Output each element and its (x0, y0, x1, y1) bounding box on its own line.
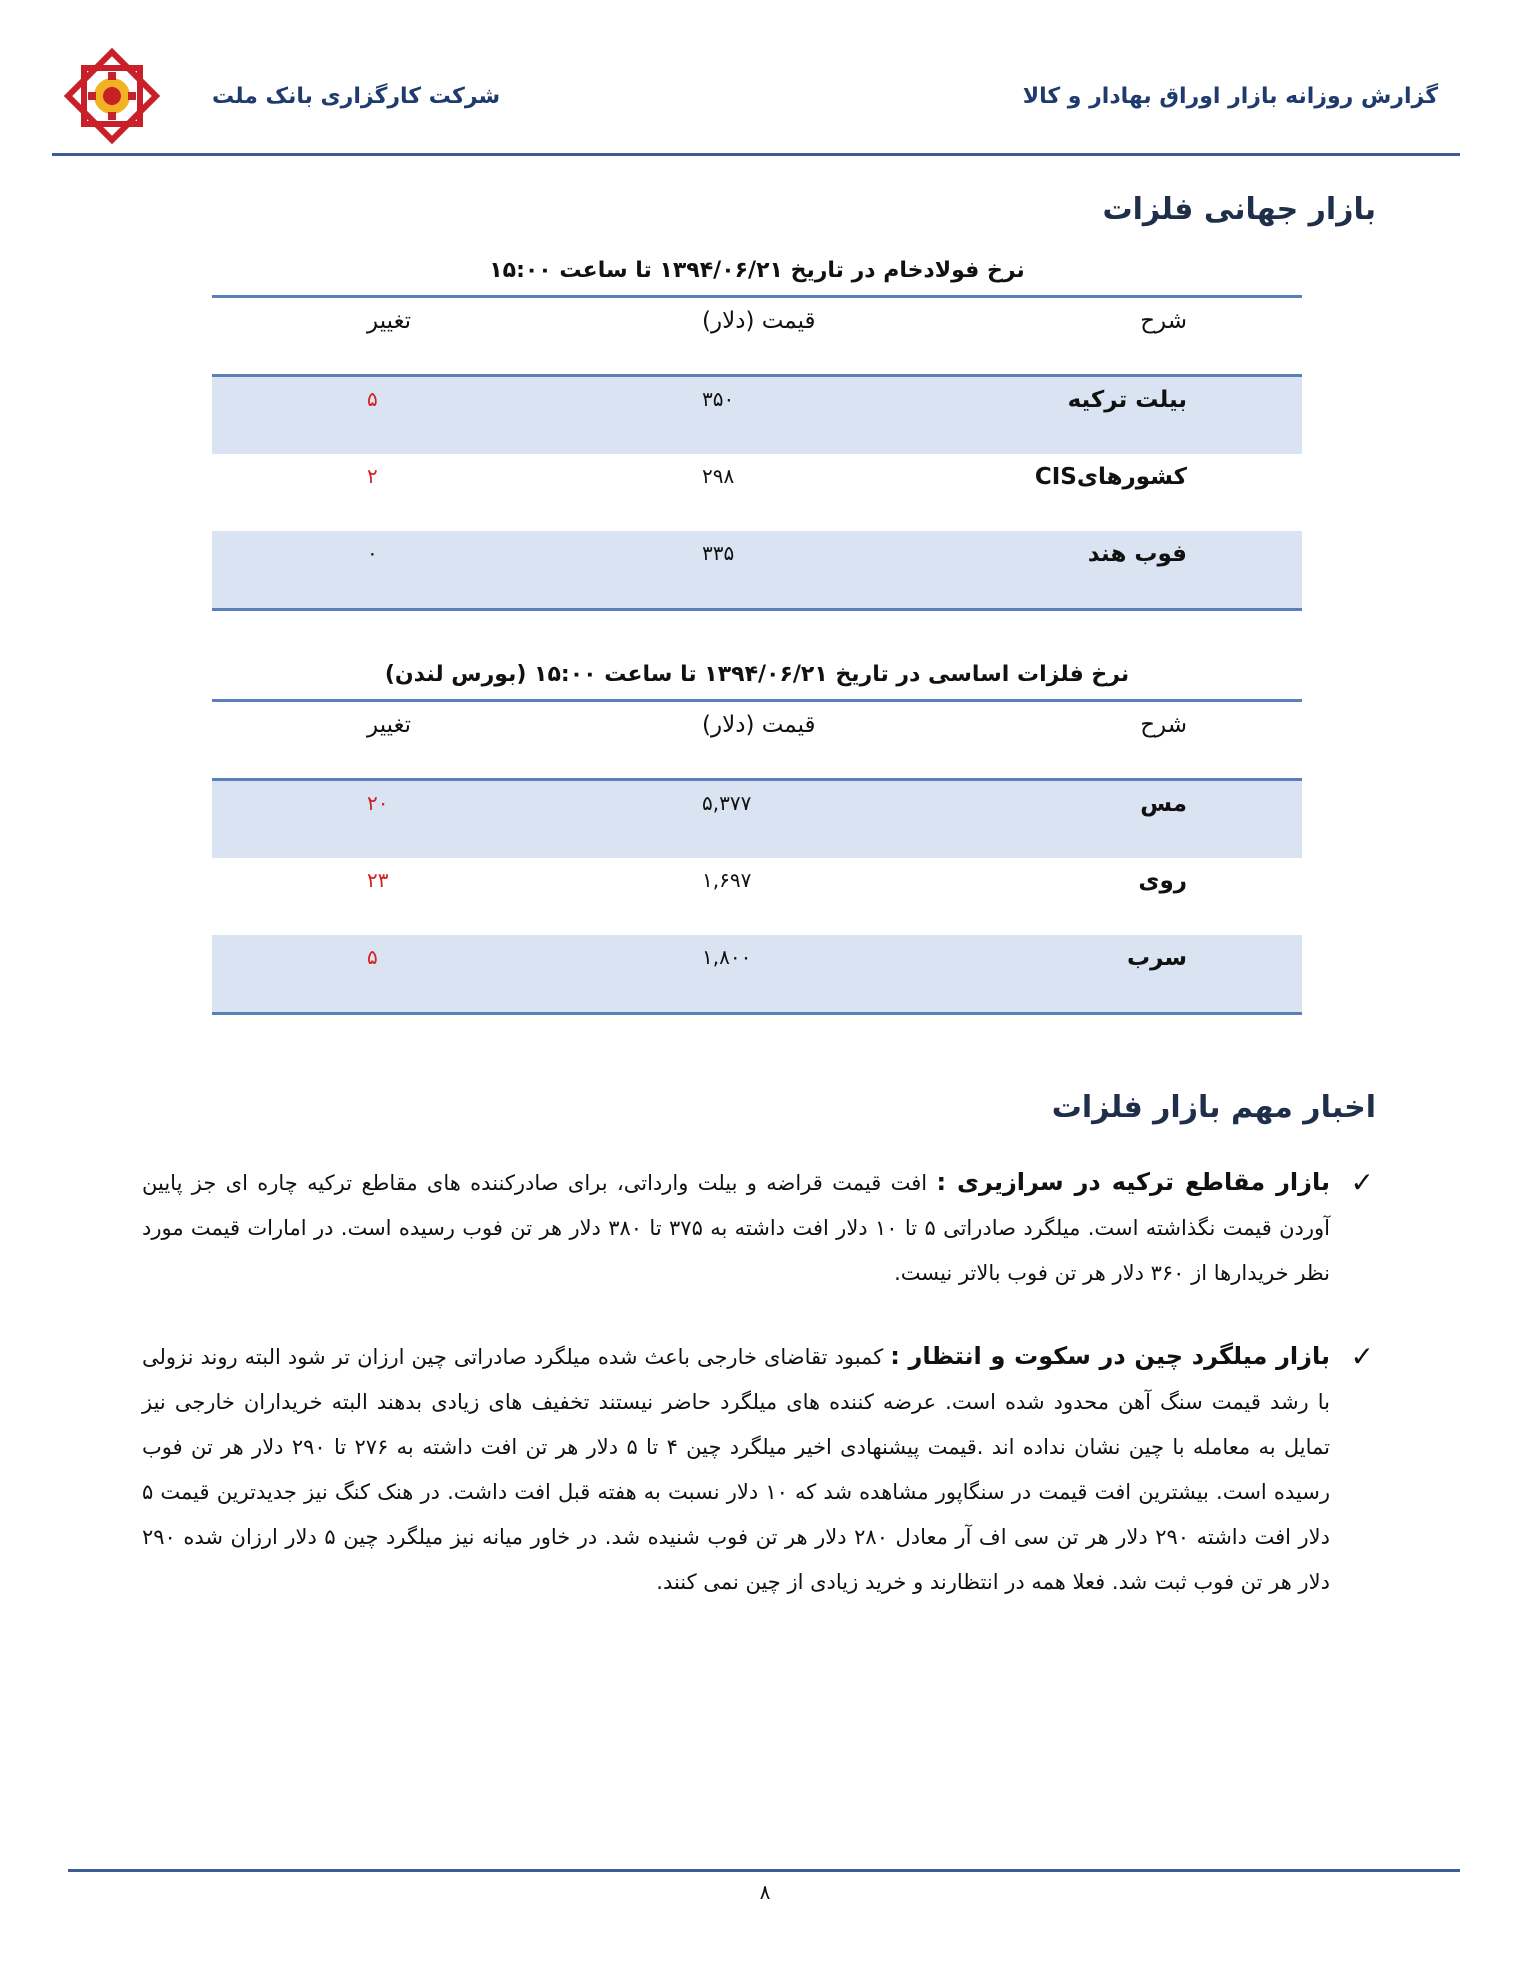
checkmark-icon: ✓ (1350, 1340, 1374, 1373)
table2-header-change: تغییر (367, 712, 412, 738)
row-desc: فوب هند (1087, 541, 1187, 567)
company-logo (62, 46, 162, 146)
row-desc: مس (1140, 791, 1187, 817)
row-price: ۲۹۸ (702, 464, 735, 488)
row-price: ۱,۶۹۷ (702, 868, 752, 892)
row-change: ۵ (367, 945, 378, 969)
table-row (212, 935, 1302, 1015)
news-lead: بازار مقاطع ترکیه در سرازیری : (936, 1168, 1330, 1196)
row-desc: سرب (1126, 945, 1187, 971)
table1-header-row (212, 295, 1302, 374)
page-number: ۸ (759, 1880, 771, 1904)
row-change: ۲۰ (367, 791, 389, 815)
table-row (212, 778, 1302, 858)
row-price: ۳۳۵ (702, 541, 735, 565)
news-item (142, 1160, 1374, 1296)
row-desc: روی (1138, 868, 1187, 894)
table1 (212, 295, 1302, 611)
header-divider (52, 153, 1460, 156)
section-heading-metal-news: اخبار مهم بازار فلزات (1051, 1090, 1376, 1125)
table-row (212, 374, 1302, 454)
table1-header-price: قیمت (دلار) (702, 308, 816, 334)
row-change: ۲ (367, 464, 378, 488)
table2-header-row (212, 699, 1302, 778)
row-change: ۵ (367, 387, 378, 411)
company-name: شرکت کارگزاری بانک ملت (212, 84, 501, 109)
table2-caption: نرخ فلزات اساسی در تاریخ ۱۳۹۴/۰۶/۲۱ تا ساعت ۱۵:۰۰ (بورس لندن) (384, 662, 1130, 687)
table1-header-change: تغییر (367, 308, 412, 334)
table-row (212, 531, 1302, 611)
section-heading-world-metals: بازار جهانی فلزات (1102, 192, 1376, 227)
news-lead: بازار میلگرد چین در سکوت و انتظار : (890, 1342, 1330, 1370)
table1-caption: نرخ فولادخام در تاریخ ۱۳۹۴/۰۶/۲۱ تا ساعت ۱۵:۰۰ (489, 258, 1025, 283)
table-row (212, 454, 1302, 531)
news-item (142, 1334, 1374, 1605)
footer-divider (68, 1869, 1460, 1872)
table2-header-price: قیمت (دلار) (702, 712, 816, 738)
row-desc: کشورهایCIS (1034, 464, 1187, 490)
row-price: ۳۵۰ (702, 387, 735, 411)
table2 (212, 699, 1302, 1015)
row-desc: بیلت ترکیه (1067, 387, 1187, 413)
row-price: ۵,۳۷۷ (702, 791, 752, 815)
table1-header-desc: شرح (1140, 308, 1187, 334)
report-title: گزارش روزانه بازار اوراق بهادار و کالا (1022, 84, 1438, 109)
row-price: ۱,۸۰۰ (702, 945, 752, 969)
table-row (212, 858, 1302, 935)
row-change: ۰ (367, 541, 378, 565)
news-body: افت قیمت قراضه و بیلت وارداتی، برای صادرکننده های مقاطع ترکیه چاره ای جز پایین آوردن قیمت نگذاشته است. میلگرد صادراتی ۵ تا ۱۰ دلار افت داشته به ۳۷۵ تا ۳۸۰ دلار هر تن فوب رسیده است. در امارات قیمت مورد نظر خریدارها از ۳۶۰ دلار هر تن فوب بالاتر نیست. (142, 1171, 1330, 1285)
news-body: کمبود تقاضای خارجی باعث شده میلگرد صادراتی چین ارزان تر شود البته روند نزولی با رشد قیمت سنگ آهن محدود شده است. عرضه کننده های میلگرد حاضر نیستند تخفیف های زیادی بدهند البته خریداران خارجی نیز تمایل به معامله با چین نشان نداده اند .قیمت پیشنهادی اخیر میلگرد چین ۴ تا ۵ دلار هر تن افت داشته به ۲۷۶ تا ۲۹۰ دلار هر تن فوب رسیده است. بیشترین افت قیمت در سنگاپور مشاهده شد که ۱۰ دلار نسبت به هفته قبل افت داشت. در هنک کنگ نیز جدیدترین قیمت ۵ دلار افت داشته ۲۹۰ دلار هر تن سی اف آر معادل ۲۸۰ دلار هر تن فوب شنیده شد. در خاور میانه نیز میلگرد چین ۵ دلار ارزان شده ۲۹۰ دلار هر تن فوب ثبت شد. فعلا همه در انتظارند و خرید زیادی از چین نمی کنند. (142, 1345, 1331, 1594)
table2-header-desc: شرح (1140, 712, 1187, 738)
row-change: ۲۳ (367, 868, 389, 892)
checkmark-icon: ✓ (1350, 1166, 1374, 1199)
